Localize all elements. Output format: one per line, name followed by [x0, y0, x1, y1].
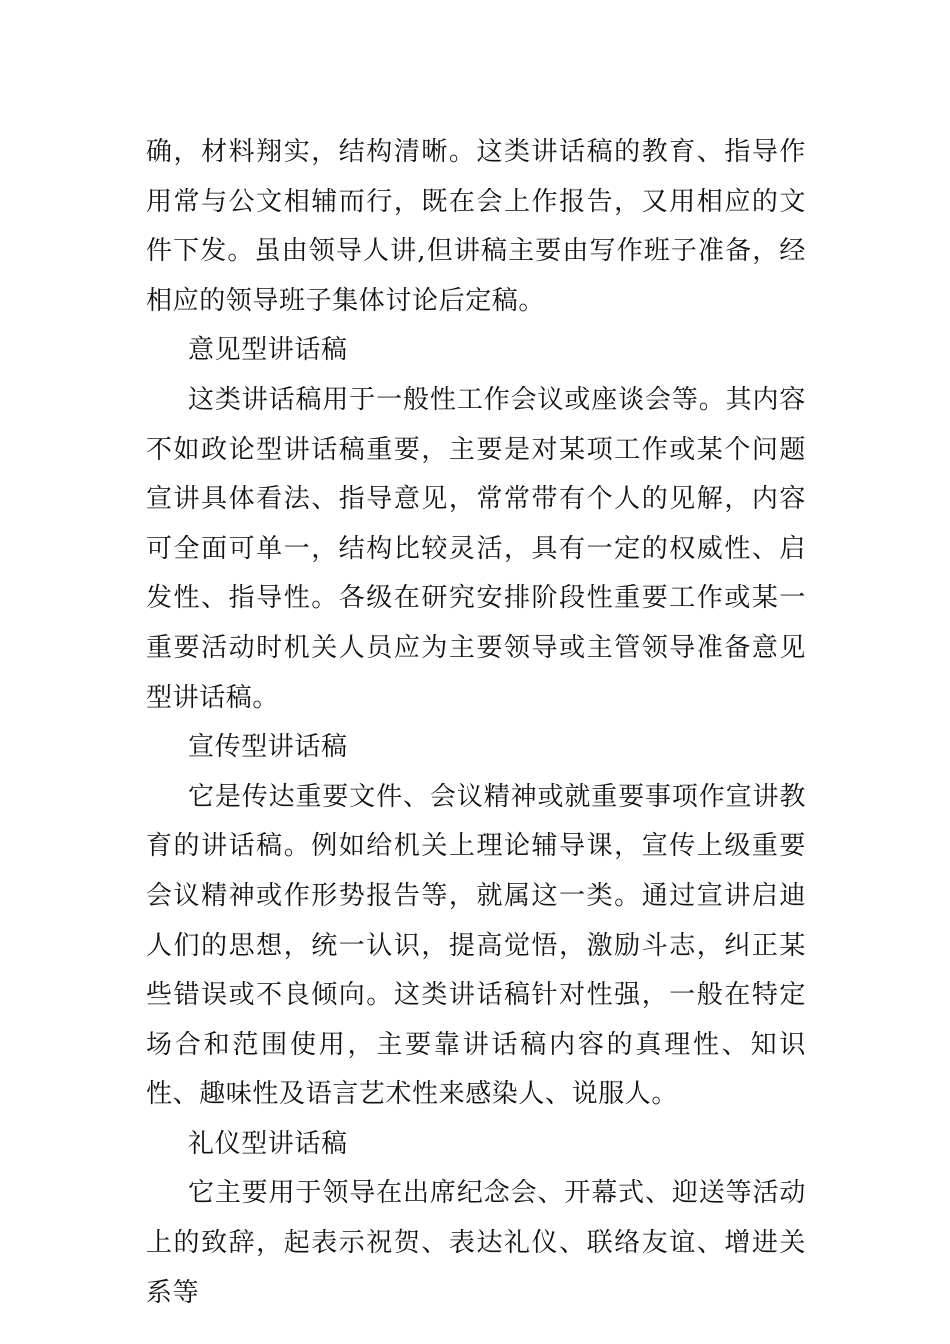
paragraph-continuation: 确，材料翔实，结构清晰。这类讲话稿的教育、指导作用常与公文相辅而行，既在会上作报告，又用相应的文件下发。虽由领导人讲,但讲稿主要由写作班子准备，经相应的领导班子集体讨论后定稿。	[146, 137, 806, 316]
paragraph-opinion-speech: 这类讲话稿用于一般性工作会议或座谈会等。其内容不如政论型讲话稿重要，主要是对某项工作或某个问题宣讲具体看法、指导意见，常常带有个人的见解，内容可全面可单一，结构比较灵活，具有一定的权威性、启发性、指导性。各级在研究安排阶段性重要工作或某一重要活动时机关人员应为主要领导或主管领导准备意见型讲话稿。	[146, 384, 806, 713]
paragraph-publicity-speech: 它是传达重要文件、会议精神或就重要事项作宣讲教育的讲话稿。例如给机关上理论辅导课，宣传上级重要会议精神或作形势报告等，就属这一类。通过宣讲启迪人们的思想，统一认识，提高觉悟，激励斗志，纠正某些错误或不良倾向。这类讲话稿针对性强，一般在特定场合和范围使用，主要靠讲话稿内容的真理性、知识性、趣味性及语言艺术性来感染人、说服人。	[146, 781, 806, 1110]
document-body	[146, 128, 806, 1318]
section-heading-opinion-speech: 意见型讲话稿	[188, 335, 348, 366]
section-heading-ceremonial-speech: 礼仪型讲话稿	[188, 1128, 348, 1159]
paragraph-ceremonial-speech: 它主要用于领导在出席纪念会、开幕式、迎送等活动上的致辞，起表示祝贺、表达礼仪、联络友谊、增进关系等	[146, 1178, 806, 1308]
section-heading-publicity-speech: 宣传型讲话稿	[188, 732, 348, 763]
